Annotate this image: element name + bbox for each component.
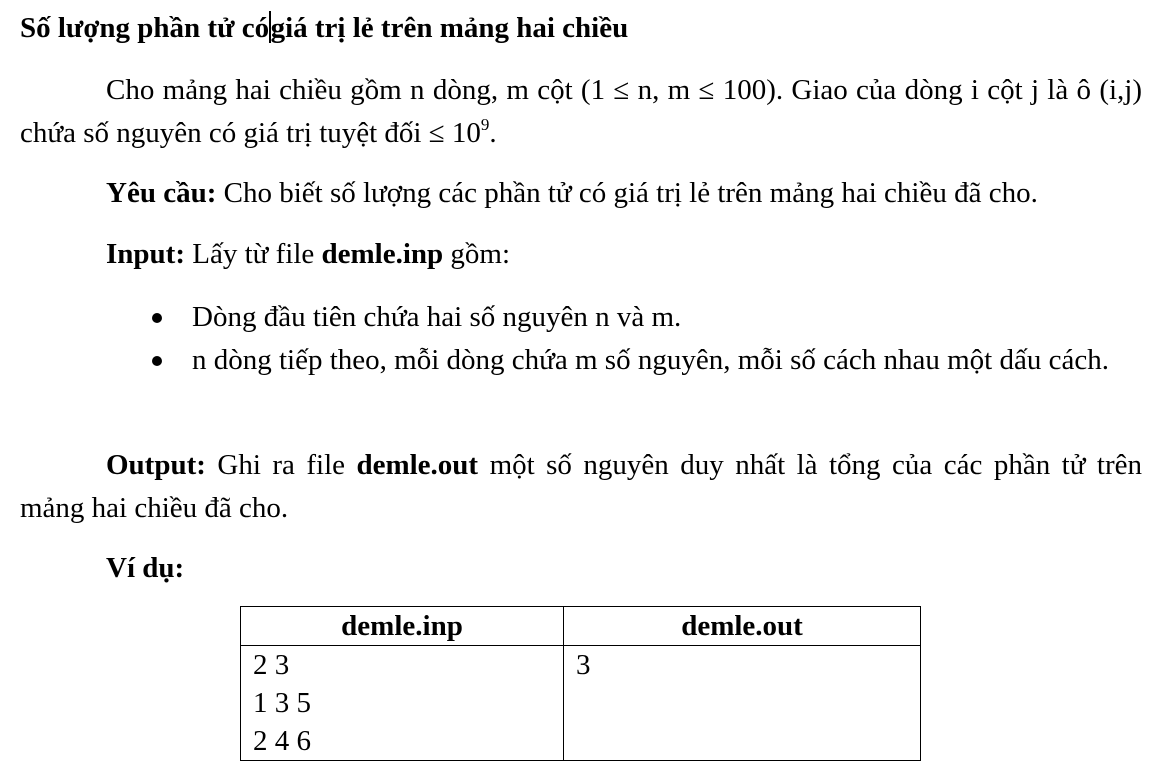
input-text-1: Lấy từ file [185,238,322,270]
output-label: Output: [106,449,206,481]
input-bullet-list [192,296,1142,382]
bullet-text: Dòng đầu tiên chứa hai số nguyên n và m. [192,301,682,333]
example-input-line: 1 3 5 [253,687,311,719]
intro-paragraph [20,69,1142,155]
list-item [192,339,1142,382]
output-file-name: demle.out [356,449,479,481]
bullet-text: n dòng tiếp theo, mỗi dòng chứa m số nguyên, mỗi số cách nhau một dấu cách. [192,344,1109,376]
table-header-output: demle.out [564,607,921,646]
requirement-text: Cho biết số lượng các phần tử có giá trị lẻ trên mảng hai chiều đã cho. [216,177,1038,209]
table-header-input: demle.inp [241,607,564,646]
requirement-label: Yêu cầu: [106,177,217,209]
example-table [240,606,921,761]
input-paragraph [20,233,1142,276]
intro-text: Cho mảng hai chiều gồm n dòng, m cột (1 ≤ n, m ≤ 100). Giao của dòng i cột j là ô (i,j) chứa số nguyên có giá trị tuyệt đối ≤ 10 [20,74,1142,149]
input-label: Input: [106,238,185,270]
list-item [192,296,1142,339]
example-label: Ví dụ: [106,552,185,584]
bullet-icon [152,313,162,323]
title-part-2: giá trị lẻ trên mảng hai chiều [270,12,629,44]
output-text-2: một số nguyên duy nhất là tổng của các phần tử trên mảng hai chiều đã cho. [20,449,1142,524]
example-input-line: 2 4 6 [253,725,311,757]
problem-title [20,10,628,46]
output-text-1: Ghi ra file [205,449,357,481]
example-input-cell [241,646,564,761]
title-part-1: Số lượng phần tử có [20,12,270,44]
example-output-line: 3 [576,649,591,681]
intro-exponent: 9 [480,115,490,134]
table-header-row [241,607,921,646]
input-file-name: demle.inp [321,238,444,270]
example-input-line: 2 3 [253,649,290,681]
table-row [241,646,921,761]
example-output-cell [564,646,921,761]
output-paragraph [20,444,1142,530]
input-text-2: gồm: [443,238,511,270]
bullet-icon [152,356,162,366]
requirement-paragraph [20,172,1142,215]
intro-end: . [489,117,497,149]
